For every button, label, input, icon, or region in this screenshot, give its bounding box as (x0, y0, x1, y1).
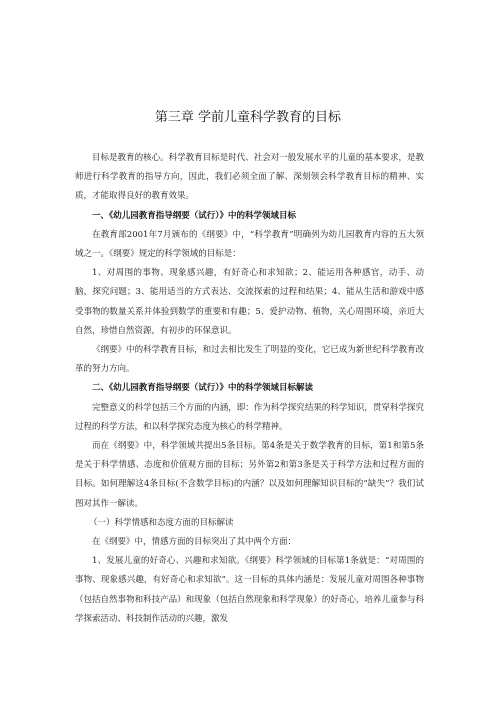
chapter-title: 第三章 学前儿童科学教育的目标 (154, 110, 342, 125)
intro-paragraph: 目标是教育的核心。科学教育目标是时代、社会对一般发展水平的儿童的基本要求，是教师进行科学教育的指导方向，因此，我们必须全面了解、深刻领会科学教育目标的精神、实质，才能取得良好的教育效果。 (75, 153, 424, 202)
document-body (75, 149, 424, 629)
body-paragraph: 而在《纲要》中，科学领域共提出5条目标。第4条是关于数学教育的目标，第1和第5条是关于科学情感、态度和价值观方面的目标；另外第2和第3条是关于科学方法和过程方面的目标。如何理解这4条目标(不含数学目标)的内涵？以及如何理解知识目标的“缺失”？我们试图对其作一解读。 (75, 441, 424, 509)
section-heading-1: 一、《幼儿园教育指导纲要（试行）》中的科学领域目标 (92, 210, 297, 221)
body-paragraph: 在《纲要》中，情感方面的目标突出了其中两个方面： (92, 537, 297, 548)
body-paragraph: 《纲要》中的科学教育目标，和过去相比发生了明显的变化，它已成为新世纪科学教育改革的努力方向。 (75, 345, 424, 375)
body-paragraph: 1、发展儿童的好奇心、兴趣和求知欲。《纲要》科学领域的目标第1条就是：“对周围的事物、现象感兴趣，有好奇心和求知欲”。这一目标的具体内涵是：发展儿童对周围各种事物（包括自然事物和科技产品）和现象（包括自然现象和科学现象）的好奇心，培养儿童参与科学探索活动、科技制作活动的兴趣，激发 (75, 556, 424, 624)
body-paragraph: 在教育部2001年7月颁布的《纲要》中，“科学教育”明确列为幼儿园教育内容的五大领域之一。《纲要》规定的科学领域的目标是： (75, 229, 424, 260)
body-paragraph: 完整意义的科学包括三个方面的内涵，即：作为科学探究结果的科学知识，贯穿科学探究过程的科学方法，和以科学探究态度为核心的科学精神。 (75, 402, 424, 432)
subsection-heading: （一）科学情感和态度方面的目标解读 (89, 517, 234, 528)
section-heading-2: 二、《幼儿园教育指导纲要（试行）》中的科学领域目标解读 (92, 383, 314, 394)
body-paragraph: 1、对周围的事物、现象感兴趣，有好奇心和求知欲；2、能运用各种感官，动手、动脑，探究问题；3、能用适当的方式表达、交流探索的过程和结果；4、能从生活和游戏中感受事物的数量关系并体验到数学的重要和有趣；5、爱护动物、植物，关心周围环境，亲近大自然，珍惜自然资源，有初步的环保意识。 (75, 268, 424, 336)
